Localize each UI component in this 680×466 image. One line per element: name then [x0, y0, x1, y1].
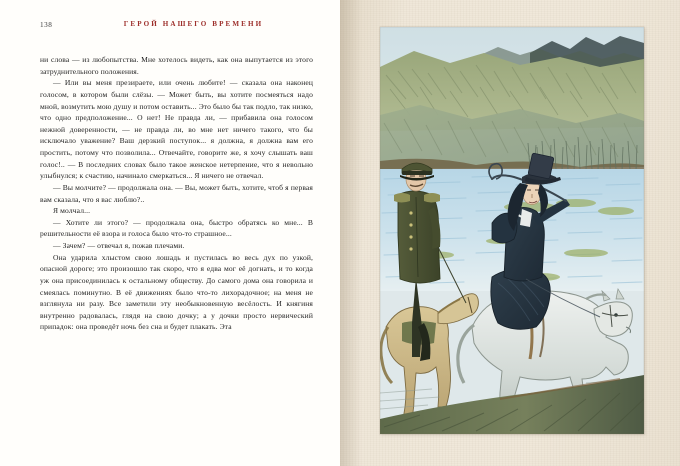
paragraph: Я молчал...: [53, 206, 91, 216]
body-text: [40, 54, 313, 333]
paragraph: — Или вы меня презираете, или очень любите! — сказала она наконец голосом, в котором были слёзы. — Может быть, вы хотите посмеяться надо мной, возмутить мою душу и потом оставить... Это было бы так подло, так низко, что одно предположение... О нет! Не правда ли, — прибавила она голосом нежной доверенности, — не правда ли, во мне нет ничего такого, что бы исключало уважение? Ваш дерзкий поступок... я должна, я должна вам его простить, потому что позволила... Отвечайте, говорите же, я хочу слышать ваш голос!.. — В последних словах было такое женское нетерпение, что я невольно улыбнулся; к счастию, начинало смеркаться... Я ничего не отвечал.: [40, 78, 313, 181]
paragraph: — Вы молчите? — продолжала она. — Вы, может быть, хотите, чтоб я первая вам сказала, что я вас люблю?..: [40, 182, 313, 204]
riders-illustration: [380, 27, 644, 434]
paragraph: Она ударила хлыстом свою лошадь и пустилась во весь дух по узкой, опасной дороге; это произошло так скоро, что я едва мог её догнать, и то когда уж она присоединилась к остальному обществу. До самого дома она говорила и смеялась поминутно. В её движениях было что-то лихорадочное; на меня не взглянула ни разу. Все заметили эту необыкновенную весёлость. И княгиня внутренно радовалась, глядя на свою дочку; а у дочки просто нервический припадок: она проведёт ночь без сна и будет плакать. Эта: [40, 252, 313, 332]
gutter-shadow: [340, 0, 362, 466]
paragraph: ни слова — из любопытства. Мне хотелось видеть, как она выпутается из этого затруднительного положения.: [40, 55, 313, 76]
paragraph: — Хотите ли этого? — продолжала она, быстро обратясь ко мне... В решительности её взора и голоса было что-то страшное...: [40, 217, 313, 239]
book-title-header: ГЕРОЙ НАШЕГО ВРЕМЕНИ: [123, 20, 264, 28]
text-block: [40, 18, 313, 448]
page-number: 138: [40, 21, 53, 29]
paragraph: — Зачем? — отвечал я, пожав плечами.: [53, 241, 185, 250]
running-head: [40, 18, 313, 40]
illustration-plate: [380, 27, 644, 434]
right-illustration-page: [340, 0, 680, 466]
